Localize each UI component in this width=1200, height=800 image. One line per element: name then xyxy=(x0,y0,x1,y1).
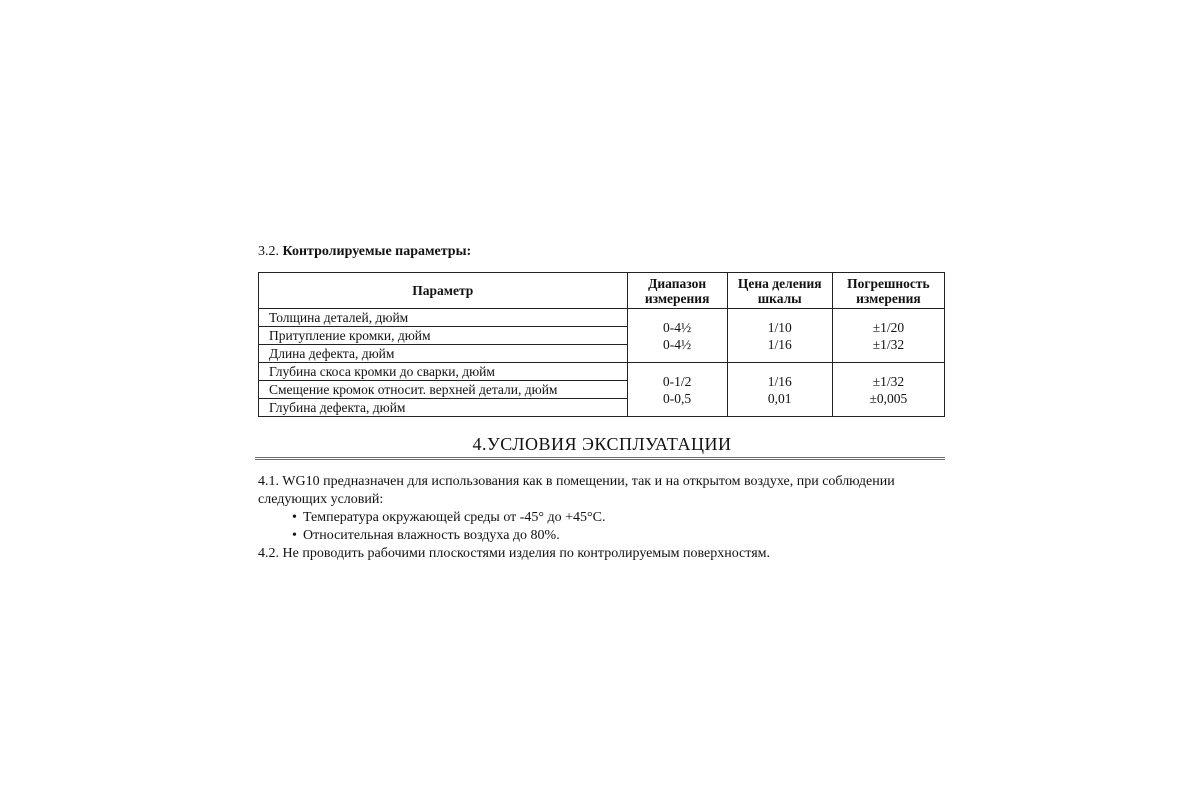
bullet-icon: • xyxy=(292,510,297,525)
list-item xyxy=(292,509,946,527)
param-name: Толщина деталей, дюйм xyxy=(259,309,627,327)
range-value: 0-1/2 xyxy=(662,373,692,389)
table-row xyxy=(259,363,945,417)
chapter-4-title: 4.УСЛОВИЯ ЭКСПЛУАТАЦИИ xyxy=(472,434,732,454)
paragraph-4-2: 4.2. Не проводить рабочими плоскостями изделия по контролируемым поверхностям. xyxy=(258,546,770,561)
param-name: Длина дефекта, дюйм xyxy=(269,346,395,361)
section-title: Контролируемые параметры: xyxy=(282,244,472,259)
error-values-group-2 xyxy=(832,363,944,417)
parameters-table xyxy=(258,272,945,417)
header-range: Диапазон измерения xyxy=(627,273,727,309)
range-values-group-1 xyxy=(627,309,727,363)
paragraph-4-1: 4.1. WG10 предназначен для использования как в помещении, так и на открытом воздухе, при соблюдении следующих условий: xyxy=(258,474,895,507)
scale-value: 1/16 xyxy=(767,336,792,352)
condition-text: Температура окружающей среды от -45° до +45°С. xyxy=(303,510,606,525)
param-names-group-2 xyxy=(259,363,628,417)
scale-value: 0,01 xyxy=(767,390,792,406)
scale-values-group-2 xyxy=(727,363,832,417)
bullet-icon: • xyxy=(292,528,297,543)
conditions-list xyxy=(258,509,946,545)
document-page xyxy=(258,243,946,563)
scale-value: 1/16 xyxy=(767,373,792,389)
error-value: ±1/20 xyxy=(872,319,905,335)
param-names-group-1 xyxy=(259,309,628,363)
condition-text: Относительная влажность воздуха до 80%. xyxy=(303,528,560,543)
error-value: ±0,005 xyxy=(869,390,908,406)
table-row xyxy=(259,309,945,363)
error-value: ±1/32 xyxy=(872,373,905,389)
header-error: Погрешность измерения xyxy=(832,273,944,309)
param-name: Притупление кромки, дюйм xyxy=(259,327,627,345)
section-heading-3-2 xyxy=(258,243,946,261)
param-name: Смещение кромок относит. верхней детали, дюйм xyxy=(259,381,627,399)
range-value: 0-4½ xyxy=(663,319,692,335)
param-name: Глубина скоса кромки до сварки, дюйм xyxy=(259,363,627,381)
list-item xyxy=(292,527,946,545)
param-name: Глубина дефекта, дюйм xyxy=(269,400,406,415)
scale-value: 1/10 xyxy=(767,319,792,335)
section-number: 3.2. xyxy=(258,244,279,259)
chapter-divider xyxy=(255,457,945,460)
error-value: ±1/32 xyxy=(872,336,905,352)
error-values-group-1 xyxy=(832,309,944,363)
header-param: Параметр xyxy=(259,273,628,309)
range-value: 0-4½ xyxy=(663,336,692,352)
range-values-group-2 xyxy=(627,363,727,417)
table-header-row xyxy=(259,273,945,309)
scale-values-group-1 xyxy=(727,309,832,363)
header-scale: Цена деления шкалы xyxy=(727,273,832,309)
range-value: 0-0,5 xyxy=(663,390,692,406)
